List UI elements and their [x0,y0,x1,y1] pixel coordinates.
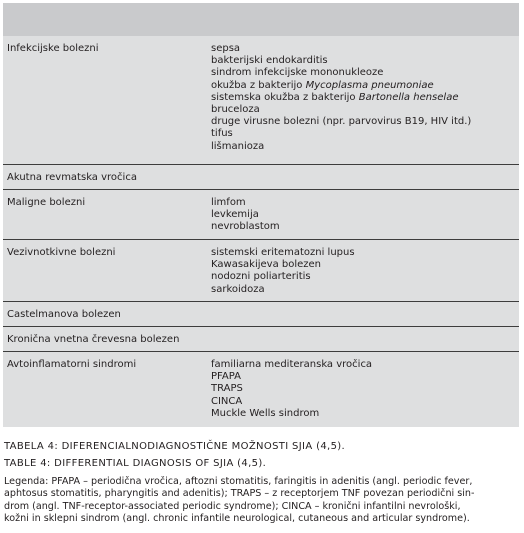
table-row [3,190,519,240]
category-label: Vezivnotkivne bolezni [7,247,116,258]
category-label: Infekcijske bolezni [7,43,99,54]
table-row [3,36,519,165]
category-label: Kronična vnetna črevesna bolezen [7,334,180,345]
condition-item: okužba z bakterijo Mycoplasma pneumoniae [211,79,434,91]
table-row [3,302,519,327]
condition-item: nevroblastom [211,221,280,233]
category-label: Maligne bolezni [7,197,86,208]
condition-item: sistemska okužba z bakterijo Bartonella henselae [211,91,459,103]
table-row [3,327,519,352]
table-header-band [3,3,519,36]
legend-line: aphtosus stomatitis, pharyngitis and adenitis); TRAPS – z receptorjem TNF povezan periodični sin- [4,488,475,500]
category-label: Akutna revmatska vročica [7,172,137,183]
condition-item: sistemski eritematozni lupus [211,247,355,258]
table-row [3,352,519,427]
category-label: Avtoinflamatorni sindromi [7,359,137,370]
table-caption-english: TABLE 4: DIFFERENTIAL DIAGNOSIS OF SJIA (4,5). [4,458,267,469]
legend-line: Legenda: PFAPA – periodična vročica, aftozni stomatitis, faringitis in adenitis (angl. periodic fever, [4,476,473,487]
condition-list [211,359,372,420]
condition-list [211,43,471,153]
condition-item: tifus [211,128,233,140]
condition-item: sepsa [211,43,241,54]
condition-item: PFAPA [211,371,241,383]
table-body [3,36,519,427]
table-caption-slovenian: TABELA 4: DIFERENCIALNODIAGNOSTIČNE MOŽNOSTI SJIA (4,5). [4,441,346,452]
table-row [3,240,519,302]
condition-item: Muckle Wells sindrom [211,407,320,419]
condition-item: Kawasakijeva bolezen [211,259,322,271]
condition-item: nodozni poliarteritis [211,271,311,283]
table-row [3,165,519,190]
condition-item: bruceloza [211,104,260,116]
condition-item: TRAPS [211,383,243,395]
condition-item: CINCA [211,395,243,407]
table-legend [4,476,516,525]
condition-item: levkemija [211,209,259,221]
legend-line: kožni in sklepni sindrom (angl. chronic infantile neurological, cutaneous and articular syndrome). [4,512,470,524]
condition-item: familiarna mediteranska vročica [211,359,373,370]
condition-list [211,197,280,234]
condition-list [211,247,355,296]
differential-diagnosis-table [3,3,519,427]
condition-item: lišmanioza [211,140,265,152]
condition-item: limfom [211,197,246,208]
category-label: Castelmanova bolezen [7,309,121,320]
condition-item: druge virusne bolezni (npr. parvovirus B19, HIV itd.) [211,116,472,128]
condition-item: bakterijski endokarditis [211,55,328,67]
condition-item: sarkoidoza [211,283,265,295]
legend-line: drom (angl. TNF-receptor-associated periodic syndrome); CINCA – kronični infantilni nevrološki, [4,500,461,512]
condition-item: sindrom infekcijske mononukleoze [211,67,384,79]
